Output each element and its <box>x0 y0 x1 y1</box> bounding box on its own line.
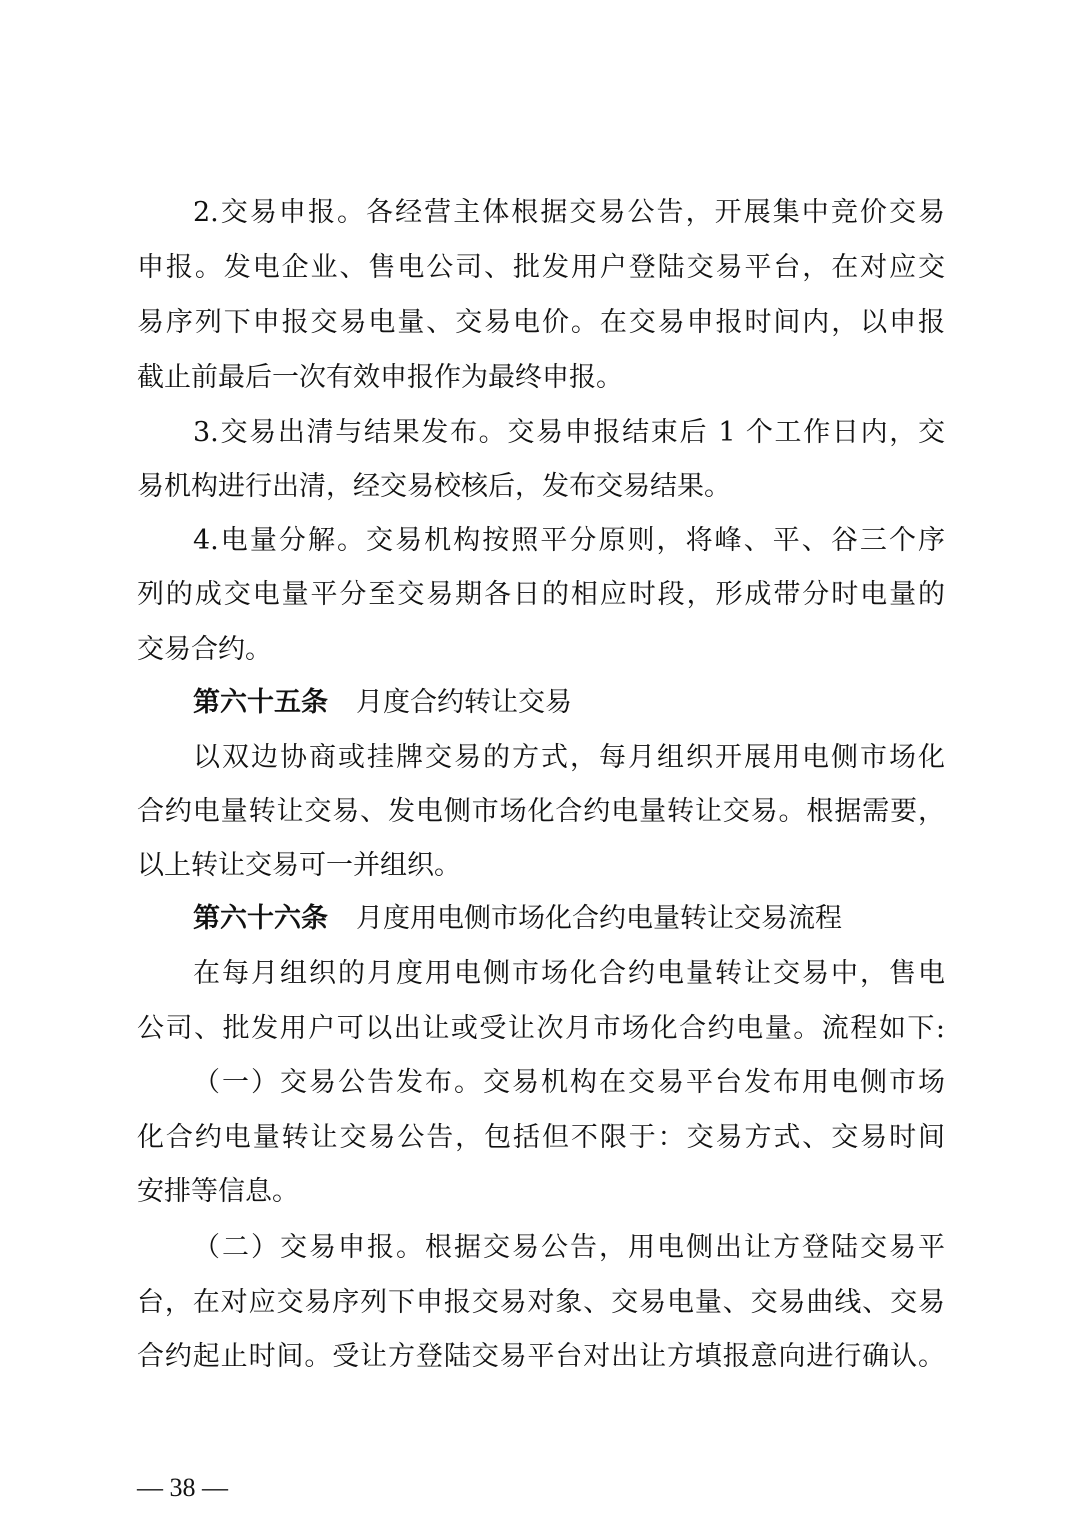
paragraph-line: 公司、批发用户可以出让或受让次月市场化合约电量。流程如下: <box>137 1013 945 1044</box>
paragraph-line: 4.电量分解。交易机构按照平分原则，将峰、平、谷三个序 <box>193 525 945 556</box>
paragraph-line: 2.交易申报。各经营主体根据交易公告，开展集中竞价交易 <box>193 197 945 228</box>
paragraph-line: 合约电量转让交易、发电侧市场化合约电量转让交易。根据需要， <box>137 796 945 827</box>
article-number: 第六十六条 <box>193 903 328 934</box>
paragraph-line: 易机构进行出清，经交易校核后，发布交易结果。 <box>137 471 731 502</box>
paragraph-line: 易序列下申报交易电量、交易电价。在交易申报时间内，以申报 <box>137 307 945 338</box>
paragraph-line: 化合约电量转让交易公告，包括但不限于：交易方式、交易时间 <box>137 1122 945 1153</box>
paragraph-line: 合约起止时间。受让方登陆交易平台对出让方填报意向进行确认。 <box>137 1341 945 1372</box>
paragraph-line: 列的成交电量平分至交易期各日的相应时段，形成带分时电量的 <box>137 579 945 610</box>
paragraph-line: 申报。发电企业、售电公司、批发用户登陆交易平台，在对应交 <box>137 252 945 283</box>
article-66-heading <box>193 899 945 939</box>
paragraph-line: 截止前最后一次有效申报作为最终申报。 <box>137 362 623 393</box>
paragraph-line: 以上转让交易可一并组织。 <box>137 850 461 881</box>
article-title: 月度用电侧市场化合约电量转让交易流程 <box>356 903 842 934</box>
paragraph-line: （一）交易公告发布。交易机构在交易平台发布用电侧市场 <box>193 1067 945 1098</box>
article-number: 第六十五条 <box>193 687 328 718</box>
paragraph-line: 在每月组织的月度用电侧市场化合约电量转让交易中，售电 <box>193 958 945 989</box>
paragraph-line: 交易合约。 <box>137 634 272 665</box>
article-65-heading <box>193 683 945 723</box>
article-title: 月度合约转让交易 <box>356 687 572 718</box>
paragraph-line: 以双边协商或挂牌交易的方式，每月组织开展用电侧市场化 <box>193 742 945 773</box>
page-number: — 38 — <box>137 1473 228 1502</box>
paragraph-line: 3.交易出清与结果发布。交易申报结束后 1 个工作日内，交 <box>193 417 945 448</box>
paragraph-line: 台，在对应交易序列下申报交易对象、交易电量、交易曲线、交易 <box>137 1287 945 1318</box>
paragraph-line: （二）交易申报。根据交易公告，用电侧出让方登陆交易平 <box>193 1232 945 1263</box>
paragraph-line: 安排等信息。 <box>137 1176 299 1207</box>
